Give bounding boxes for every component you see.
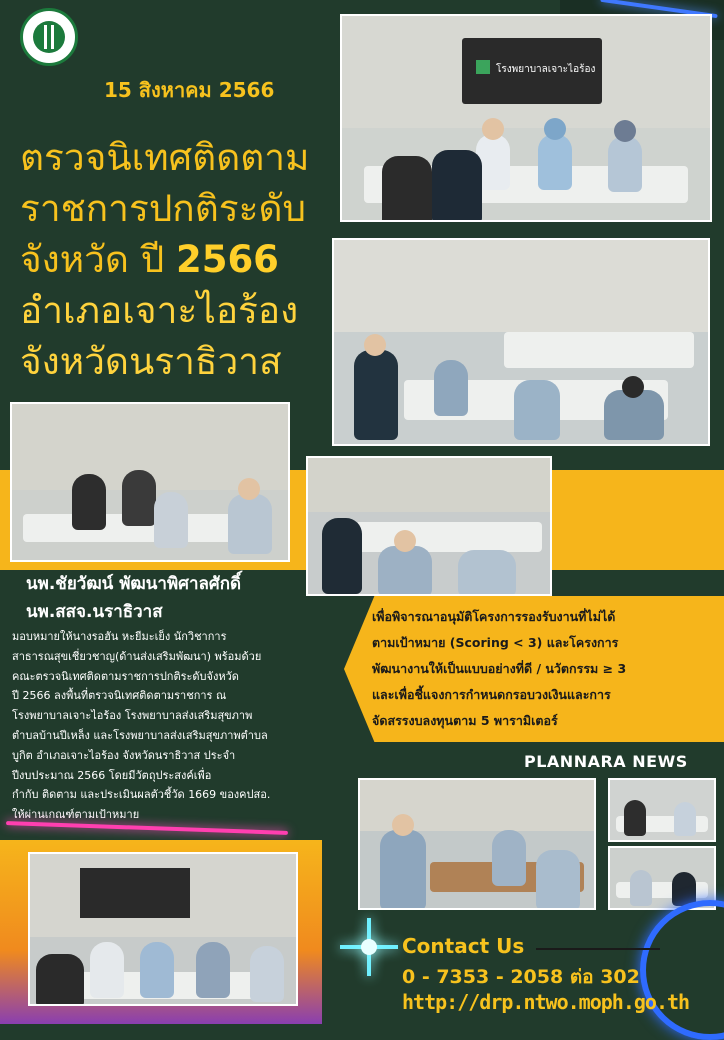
- person: [608, 136, 642, 192]
- title-year: 2566: [175, 238, 279, 281]
- title-line-3: [20, 234, 350, 285]
- photo-bottom-meeting: [28, 852, 298, 1006]
- purpose-line: พัฒนางานให้เป็นแบบอย่างที่ดี / นวัตกรรม ≥ 3: [372, 661, 627, 676]
- title-line-4: อำเภอเจาะไอร้อง: [20, 289, 299, 332]
- org-seal: [20, 8, 78, 66]
- person: [432, 150, 482, 222]
- photo-meeting-hospital-sign: [340, 14, 712, 222]
- title-line-5: จังหวัดนราธิวาส: [20, 340, 282, 383]
- caduceus-icon: [44, 25, 54, 49]
- purpose-line: จัดสรรงบลงทุนตาม 5 พารามิเตอร์: [372, 713, 558, 728]
- person: [434, 360, 468, 416]
- title-line-1: ตรวจนิเทศติดตาม: [20, 136, 310, 179]
- photo-meeting-left-middle: [10, 402, 290, 562]
- person-head: [394, 530, 416, 552]
- sparkle-icon: [340, 918, 398, 976]
- person: [378, 546, 432, 596]
- person: [72, 474, 106, 530]
- page-title: [20, 132, 350, 387]
- photo-table: [504, 332, 694, 368]
- bottom-right-blue-ring: [640, 900, 724, 1040]
- person: [228, 494, 272, 554]
- title-line-3-prefix: จังหวัด ปี: [20, 238, 176, 281]
- person-head: [238, 478, 260, 500]
- person: [492, 830, 526, 886]
- person: [322, 518, 362, 594]
- contact-heading: Contact Us: [402, 934, 525, 958]
- hospital-sign-panel: [462, 38, 602, 104]
- contact-divider: [536, 948, 660, 950]
- photo-wall: [334, 240, 708, 332]
- purpose-line: และเพื่อชี้แจงการกำหนดกรอบวงเงินและการ: [372, 687, 611, 702]
- person-head: [622, 376, 644, 398]
- person: [122, 470, 156, 526]
- body-line: ตำบลบ้านปีเหล็ง และโรงพยาบาลส่งเสริมสุขภาพตำบล: [12, 728, 268, 742]
- person: [90, 942, 124, 998]
- person: [140, 942, 174, 998]
- person: [382, 156, 432, 222]
- hospital-cross-icon: [476, 60, 490, 74]
- person-head: [544, 118, 566, 140]
- body-line: ปีงบประมาณ 2566 โดยมีวัตถุประสงค์เพื่อ: [12, 768, 212, 782]
- officer-position: นพ.สสจ.นราธิวาส: [26, 602, 163, 622]
- person: [672, 872, 696, 906]
- officer-name: นพ.ชัยวัฒน์ พัฒนาพิศาลศักดิ์: [26, 574, 242, 594]
- news-label: PLANNARA NEWS: [524, 752, 688, 771]
- body-line: ให้ผ่านเกณฑ์ตามเป้าหมาย: [12, 808, 140, 822]
- body-line: บูกิต อำเภอเจาะไอร้อง จังหวัดนราธิวาส ประจำ: [12, 748, 236, 762]
- contact-url[interactable]: http://drp.ntwo.moph.go.th: [402, 990, 690, 1014]
- person-head: [614, 120, 636, 142]
- person: [36, 954, 84, 1006]
- person: [458, 550, 516, 596]
- person-head: [482, 118, 504, 140]
- body-line: คณะตรวจนิเทศติดตามราชการปกติระดับจังหวัด: [12, 669, 239, 683]
- person: [674, 802, 696, 836]
- person: [250, 946, 284, 1002]
- hospital-sign-text: โรงพยาบาลเจาะไอร้อง: [496, 64, 596, 75]
- person: [380, 830, 426, 910]
- person: [354, 350, 398, 440]
- body-line: โรงพยาบาลเจาะไอร้อง โรงพยาบาลส่งเสริมสุขภาพ: [12, 709, 253, 723]
- photo-table: [348, 522, 542, 552]
- person: [624, 800, 646, 836]
- photo-meeting-center: [306, 456, 552, 596]
- person: [536, 850, 580, 910]
- person: [514, 380, 560, 440]
- purpose-text: [372, 604, 710, 734]
- photo-meeting-room-wide: [332, 238, 710, 446]
- body-text: [12, 627, 354, 825]
- person: [196, 942, 230, 998]
- photo-wall: [308, 458, 550, 512]
- body-line: สาธารณสุขเชี่ยวชาญ(ด้านส่งเสริมพัฒนา) พร้อมด้วย: [12, 649, 262, 663]
- hospital-sign-panel-small: [80, 868, 190, 918]
- purpose-line: ตามเป้าหมาย (Scoring < 3) และโครงการ: [372, 635, 619, 650]
- person-head: [392, 814, 414, 836]
- header-date: 15 สิงหาคม 2566: [104, 78, 275, 102]
- body-line: ปี 2566 ลงพื้นที่ตรวจนิเทศติดตามราชการ ณ: [12, 689, 227, 703]
- body-line: มอบหมายให้นางรอฮัน หะยีมะเย็ง นักวิชาการ: [12, 630, 227, 643]
- person: [538, 134, 572, 190]
- contact-phone: 0 - 7353 - 2058 ต่อ 302: [402, 966, 640, 988]
- photo-small-right-top: [608, 778, 716, 842]
- title-line-2: ราชการปกติระดับ: [20, 187, 306, 230]
- person: [630, 870, 652, 906]
- person: [154, 492, 188, 548]
- body-line: กำกับ ติดตาม และประเมินผลตัวชี้วัด 1669 ของคปสอ.: [12, 788, 271, 802]
- purpose-line: เพื่อพิจารณาอนุมัติโครงการรองรับงานที่ไม่ได้: [372, 609, 616, 624]
- person-head: [364, 334, 386, 356]
- photo-small-meeting: [358, 778, 596, 910]
